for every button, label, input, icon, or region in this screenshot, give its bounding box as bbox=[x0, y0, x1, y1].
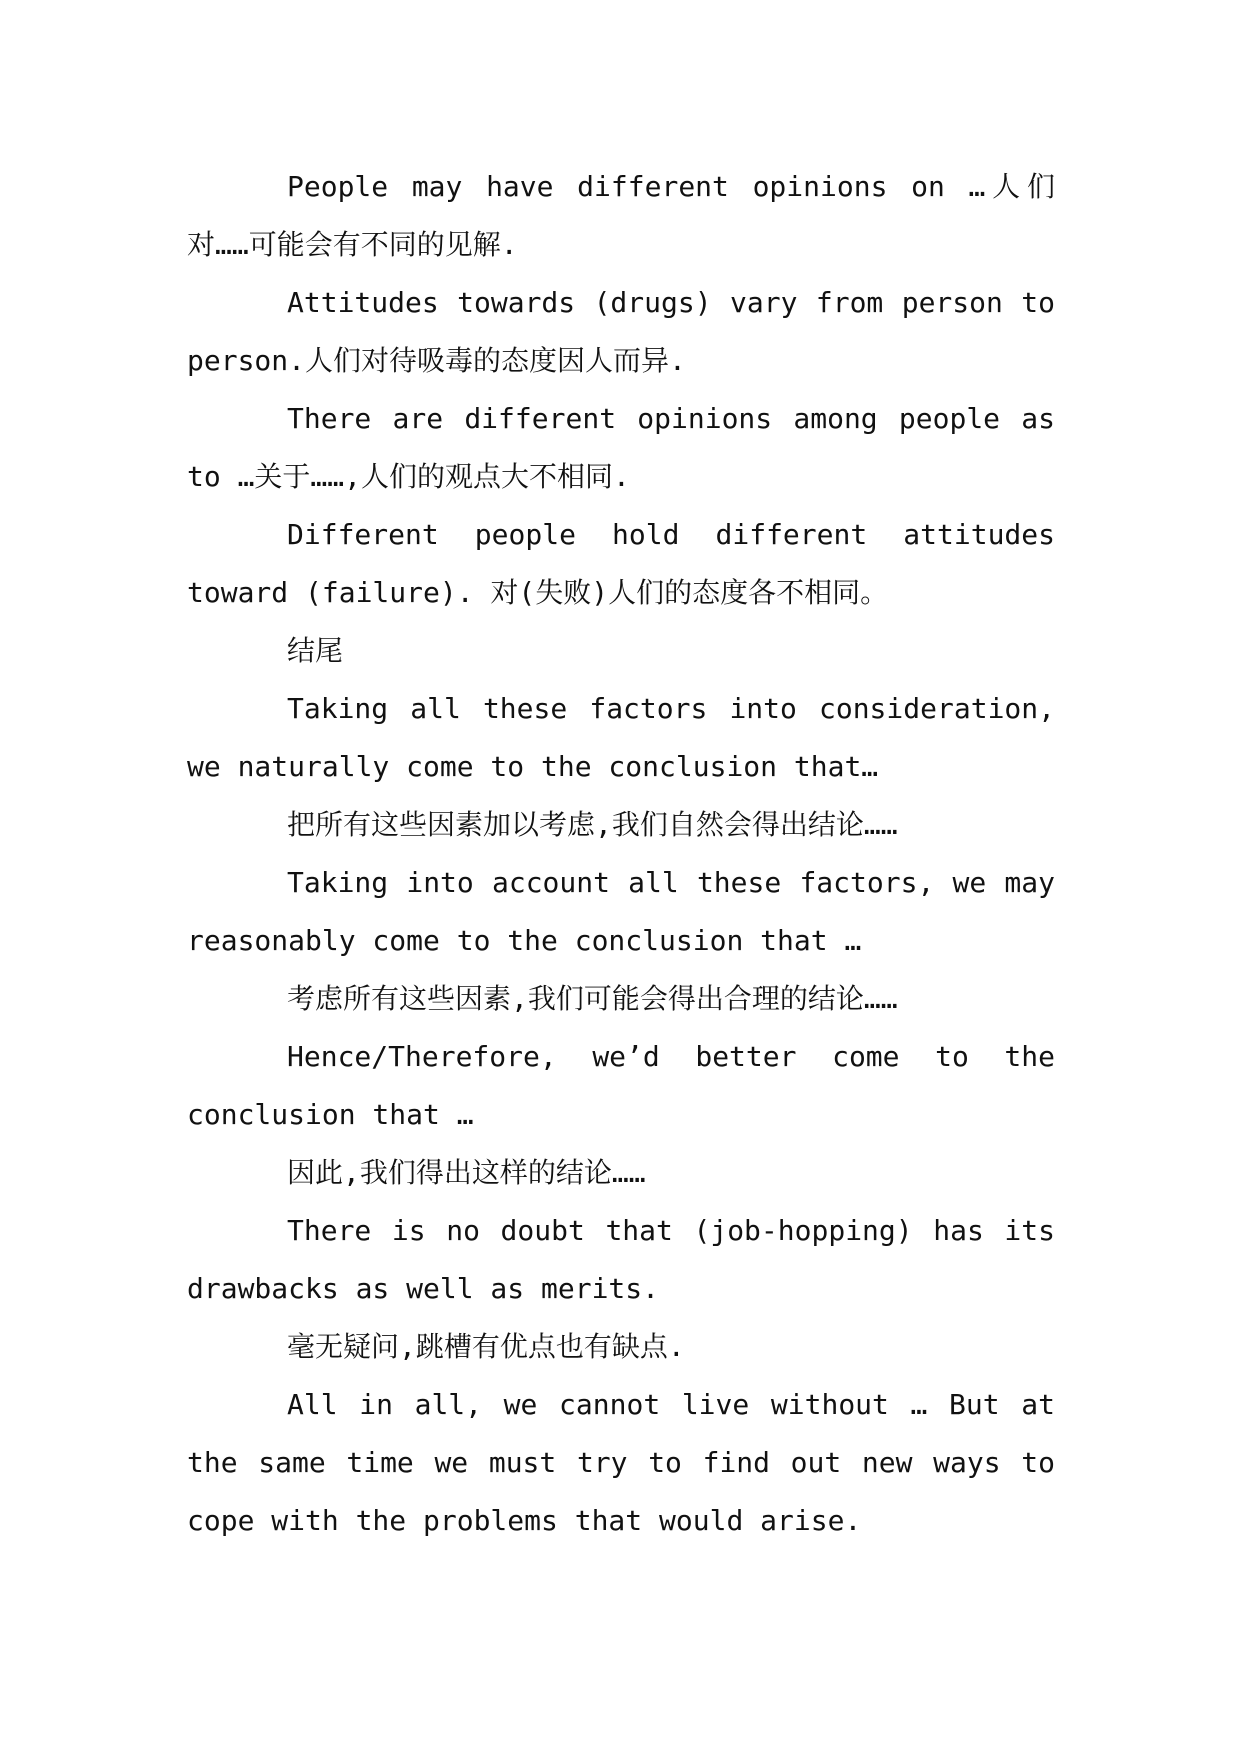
paragraph: Hence/Therefore, we’d better come to the conclusion that … bbox=[187, 1040, 1055, 1131]
paragraph: Attitudes towards (drugs) vary from person to person.人们对待吸毒的态度因人而异. bbox=[187, 286, 1055, 377]
document-body bbox=[187, 158, 1055, 1550]
paragraph: 把所有这些因素加以考虑,我们自然会得出结论…… bbox=[287, 808, 898, 841]
paragraph: There is no doubt that (job-hopping) has its drawbacks as well as merits. bbox=[187, 1214, 1055, 1305]
paragraph: There are different opinions among people as to …关于……,人们的观点大不相同. bbox=[187, 402, 1055, 493]
paragraph: Taking into account all these factors, we may reasonably come to the conclusion that … bbox=[187, 866, 1055, 957]
paragraph: Taking all these factors into consideration, we naturally come to the conclusion that… bbox=[187, 692, 1055, 783]
paragraph: All in all, we cannot live without … But at the same time we must try to find out new ways to cope with the problems that would arise. bbox=[187, 1388, 1055, 1537]
paragraph: 考虑所有这些因素,我们可能会得出合理的结论…… bbox=[287, 982, 898, 1015]
paragraph: Different people hold different attitudes toward (failure). 对(失败)人们的态度各不相同。 bbox=[187, 518, 1055, 609]
section-heading: 结尾 bbox=[287, 634, 344, 667]
paragraph: 因此,我们得出这样的结论…… bbox=[287, 1156, 646, 1189]
paragraph: People may have different opinions on …人们对……可能会有不同的见解. bbox=[187, 170, 1055, 261]
paragraph: 毫无疑问,跳槽有优点也有缺点. bbox=[287, 1330, 685, 1363]
